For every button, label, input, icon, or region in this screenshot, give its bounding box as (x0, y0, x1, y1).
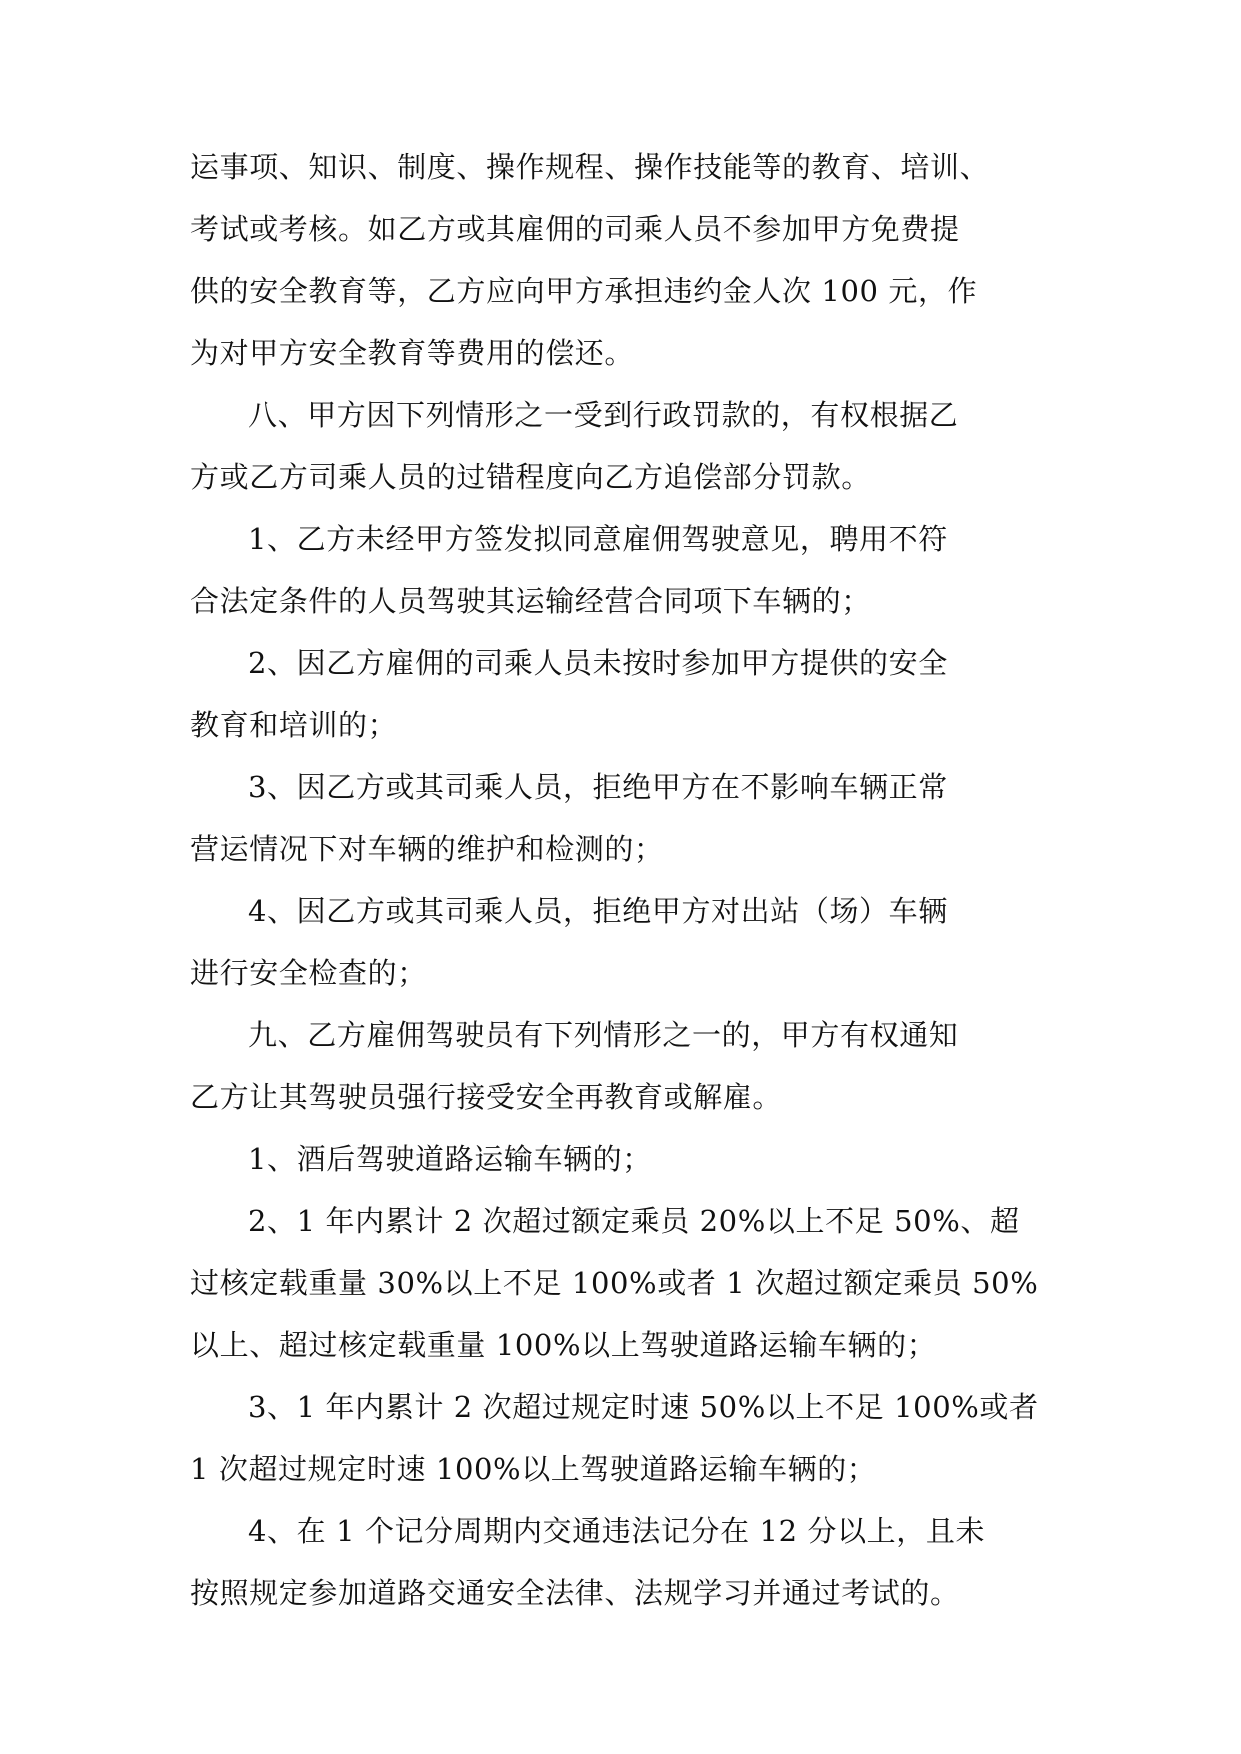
text-line: 乙方让其驾驶员强行接受安全再教育或解雇。 (190, 1080, 783, 1114)
text-line: 1、酒后驾驶道路运输车辆的； (248, 1142, 652, 1176)
text-line: 1、乙方未经甲方签发拟同意雇佣驾驶意见，聘用不符 (248, 522, 948, 556)
text-line: 九、乙方雇佣驾驶员有下列情形之一的，甲方有权通知 (248, 1018, 959, 1052)
text-line: 八、甲方因下列情形之一受到行政罚款的，有权根据乙 (248, 398, 959, 432)
text-line: 供的安全教育等，乙方应向甲方承担违约金人次 100 元，作 (190, 274, 978, 308)
text-line: 以上、超过核定载重量 100%以上驾驶道路运输车辆的； (190, 1328, 937, 1362)
text-line: 方或乙方司乘人员的过错程度向乙方追偿部分罚款。 (190, 460, 871, 494)
text-line: 按照规定参加道路交通安全法律、法规学习并通过考试的。 (190, 1576, 960, 1610)
text-line: 2、1 年内累计 2 次超过额定乘员 20%以上不足 50%、超 (248, 1204, 1020, 1238)
text-line: 营运情况下对车辆的维护和检测的； (190, 832, 664, 866)
text-line: 运事项、知识、制度、操作规程、操作技能等的教育、培训、 (190, 150, 990, 184)
text-line: 2、因乙方雇佣的司乘人员未按时参加甲方提供的安全 (248, 646, 948, 680)
text-line: 1 次超过规定时速 100%以上驾驶道路运输车辆的； (190, 1452, 877, 1486)
text-line: 3、因乙方或其司乘人员，拒绝甲方在不影响车辆正常 (248, 770, 948, 804)
text-line: 教育和培训的； (190, 708, 398, 742)
document-body (190, 136, 1070, 1624)
text-line: 4、因乙方或其司乘人员，拒绝甲方对出站（场）车辆 (248, 894, 948, 928)
text-line: 为对甲方安全教育等费用的偿还。 (190, 336, 635, 370)
text-line: 进行安全检查的； (190, 956, 427, 990)
text-line: 合法定条件的人员驾驶其运输经营合同项下车辆的； (190, 584, 871, 618)
text-line: 4、在 1 个记分周期内交通违法记分在 12 分以上，且未 (248, 1514, 986, 1548)
text-line: 3、1 年内累计 2 次超过规定时速 50%以上不足 100%或者 (248, 1390, 1039, 1424)
text-line: 过核定载重量 30%以上不足 100%或者 1 次超过额定乘员 50% (190, 1266, 1039, 1300)
text-line: 考试或考核。如乙方或其雇佣的司乘人员不参加甲方免费提 (190, 212, 960, 246)
